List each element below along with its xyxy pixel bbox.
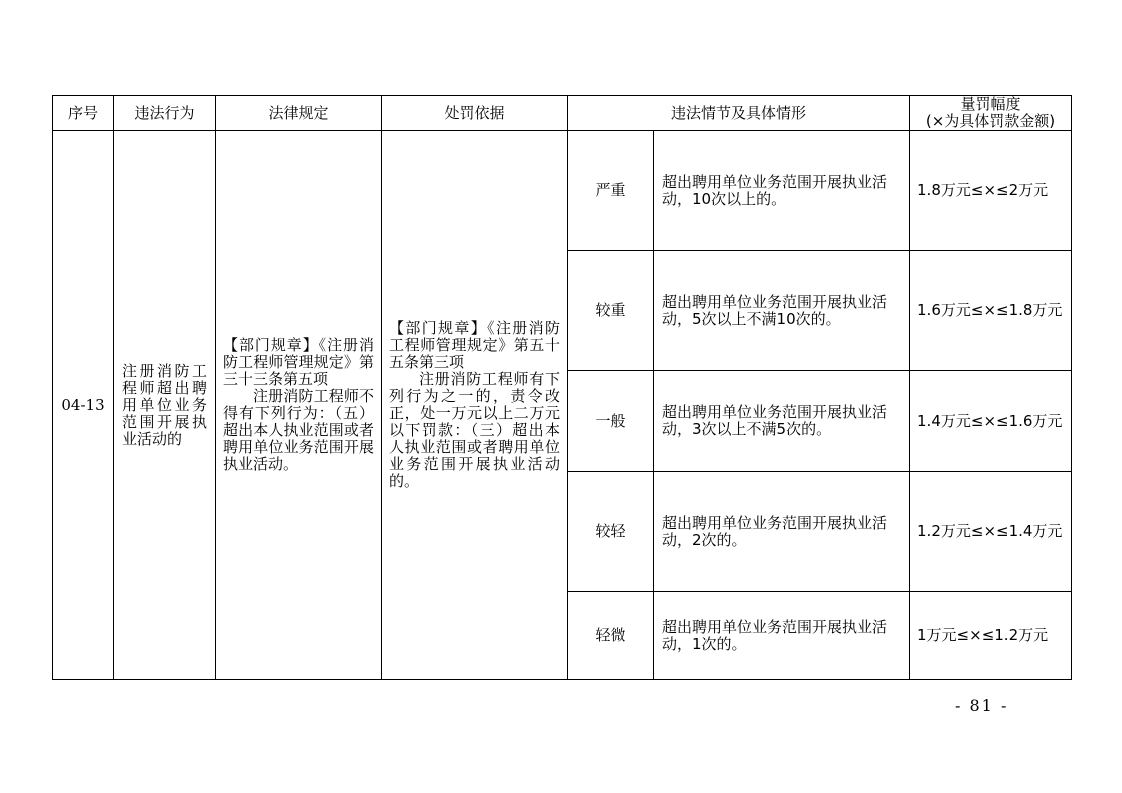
basis-cell: [382, 131, 568, 680]
table-row: [53, 131, 1072, 251]
act-cell: 注册消防工程师超出聘用单位业务范围开展执业活动的: [114, 131, 216, 680]
level-cell: 较重: [568, 251, 654, 371]
header-circumstance: 违法情节及具体情形: [568, 96, 910, 131]
range-cell: 1.2万元≤×≤1.4万元: [910, 472, 1072, 592]
header-basis: 处罚依据: [382, 96, 568, 131]
header-seq: 序号: [53, 96, 114, 131]
detail-cell: 超出聘用单位业务范围开展执业活动，2次的。: [654, 472, 910, 592]
detail-cell: 超出聘用单位业务范围开展执业活动，3次以上不满5次的。: [654, 371, 910, 472]
range-cell: 1.6万元≤×≤1.8万元: [910, 251, 1072, 371]
penalty-table: [52, 95, 1072, 680]
header-range-title: 量罚幅度: [960, 95, 1021, 113]
basis-source: 【部门规章】《注册消防工程师管理规定》第五十五条第三项: [389, 319, 560, 371]
level-cell: 严重: [568, 131, 654, 251]
level-cell: 轻微: [568, 592, 654, 680]
header-row: [53, 96, 1072, 131]
detail-cell: 超出聘用单位业务范围开展执业活动，10次以上的。: [654, 131, 910, 251]
page-number: - 81 -: [955, 696, 1009, 715]
header-range-note: (×为具体罚款金额): [925, 112, 1056, 130]
range-cell: 1.4万元≤×≤1.6万元: [910, 371, 1072, 472]
header-range: [910, 96, 1072, 131]
range-cell: 1.8万元≤×≤2万元: [910, 131, 1072, 251]
seq-cell: 04-13: [53, 131, 114, 680]
header-act: 违法行为: [114, 96, 216, 131]
rule-cell: [216, 131, 382, 680]
basis-text: 注册消防工程师有下列行为之一的，责令改正，处一万元以上二万元以下罚款：（三）超出本人执业范围或者聘用单位业务范围开展执业活动的。: [389, 370, 560, 490]
range-cell: 1万元≤×≤1.2万元: [910, 592, 1072, 680]
level-cell: 较轻: [568, 472, 654, 592]
rule-source: 【部门规章】《注册消防工程师管理规定》第三十三条第五项: [223, 336, 374, 388]
rule-text: 注册消防工程师不得有下列行为：（五）超出本人执业范围或者聘用单位业务范围开展执业活动。: [223, 387, 374, 473]
detail-cell: 超出聘用单位业务范围开展执业活动，5次以上不满10次的。: [654, 251, 910, 371]
header-rule: 法律规定: [216, 96, 382, 131]
detail-cell: 超出聘用单位业务范围开展执业活动，1次的。: [654, 592, 910, 680]
level-cell: 一般: [568, 371, 654, 472]
